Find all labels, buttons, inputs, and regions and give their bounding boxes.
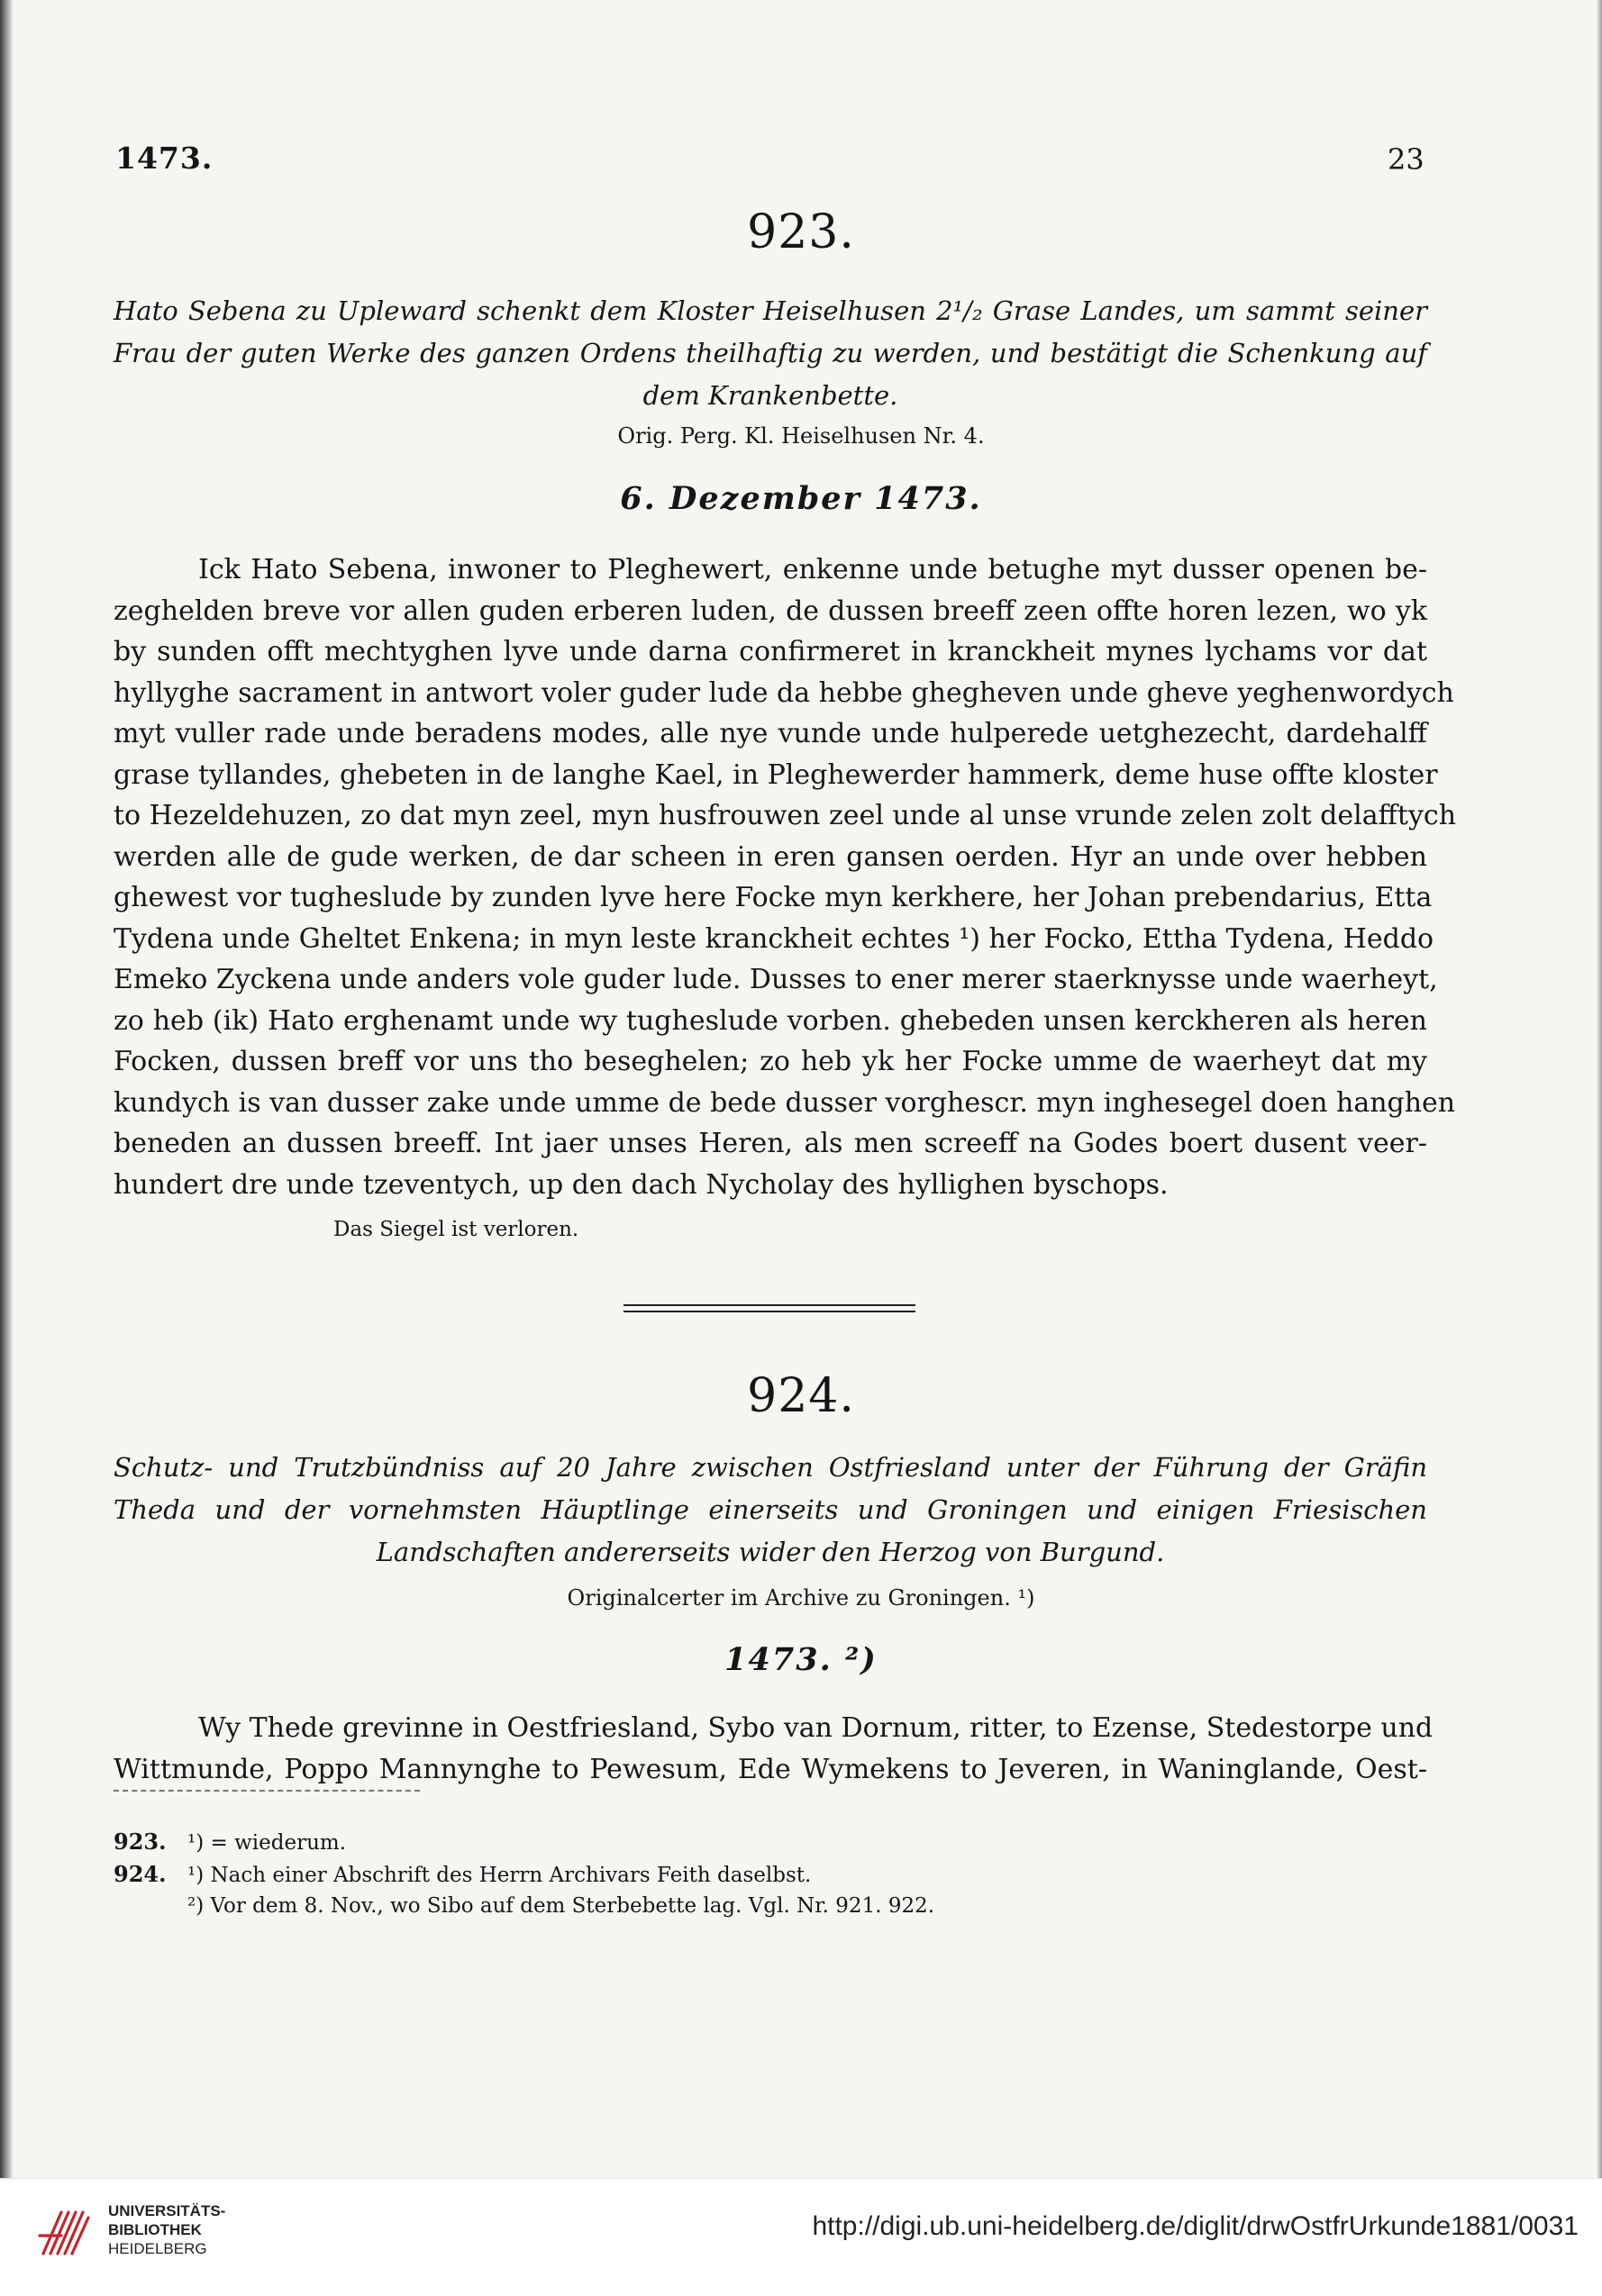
text-line: Ick Hato Sebena, inwoner to Pleghewert, enkenne unde betughe myt dusser openen be-: [198, 554, 1427, 585]
footnote-doc-number: 923.: [114, 1829, 167, 1855]
footnote-924-1: [114, 1861, 811, 1887]
footnote-doc-number: 924.: [114, 1861, 167, 1887]
page-number: 23: [1388, 142, 1425, 177]
library-name-line: UNIVERSITÄTS-: [108, 2202, 226, 2219]
permalink-url[interactable]: http://digi.ub.uni-heidelberg.de/diglit/drwOstfrUrkunde1881/0031: [812, 2211, 1579, 2241]
footnote-text: ¹) Nach einer Abschrift des Herrn Archivars Feith daselbst.: [187, 1864, 812, 1887]
text-line: ghewest vor tugheslude by zunden lyve here Focke myn kerkhere, her Johan prebendarius, Etta: [114, 882, 1433, 913]
text-line: by sunden offt mechtyghen lyve unde darna confirmeret in kranckheit mynes lychams vor dat: [114, 636, 1427, 667]
document-number-923: 923.: [747, 205, 855, 259]
scan-binding-edge: [0, 0, 13, 2178]
document-summary-923: Hato Sebena zu Upleward schenkt dem Kloster Heiselhusen 2¹/₂ Grase Landes, um sammt seiner Frau der guten Werke des ganzen Ordens theilhaftig zu werden, und bestätigt die Schenkung auf dem Krankenbette.: [114, 295, 1427, 411]
footnote-923-1: [114, 1829, 346, 1855]
text-line: hundert dre unde tzeventych, up den dach Nycholay des hyllighen byschops.: [114, 1168, 1169, 1201]
text-line: grase tyllandes, ghebeten in de langhe Kael, in Pleghewerder hammerk, deme huse offte kloster: [114, 758, 1438, 791]
document-date-923: 6. Dezember 1473.: [620, 480, 982, 517]
running-head-year: 1473.: [115, 141, 214, 176]
text-line: Tydena unde Gheltet Enkena; in myn leste kranckheit echtes ¹) her Focko, Ettha Tydena, Heddo: [114, 922, 1434, 955]
text-line: zeghelden breve vor allen guden erberen luden, de dussen breeff zeen offte horen lezen, wo yk: [114, 594, 1427, 627]
footnote-924-2: [114, 1894, 934, 1918]
text-line: werden alle de gude werken, de dar scheen in eren gansen oerden. Hyr an unde over hebben: [114, 840, 1427, 873]
library-name-line: HEIDELBERG: [108, 2240, 207, 2257]
section-divider: [624, 1304, 915, 1306]
text-line: kundych is van dusser zake unde umme de bede dusser vorghescr. myn inghesegel doen hanghen: [114, 1086, 1456, 1119]
document-number-924: 924.: [747, 1369, 855, 1423]
document-date-924: 1473. ²): [724, 1641, 878, 1678]
text-line: Focken, dussen breff vor uns tho beseghelen; zo heb yk her Focke umme de waerheyt dat my: [114, 1046, 1427, 1077]
library-name-line: BIBLIOTHEK: [108, 2221, 202, 2238]
text-line: myt vuller rade unde beradens modes, alle nye vunde unde hulperede uetghezecht, dardehalff: [114, 718, 1427, 749]
document-text-924: [114, 1708, 1434, 1790]
footnote-text: ¹) = wiederum.: [187, 1831, 347, 1855]
footnote-rule: [114, 1790, 420, 1792]
section-divider: [624, 1311, 915, 1312]
text-line: Wittmunde, Poppo Mannynghe to Pewesum, Ede Wymekens to Jeveren, in Waninglande, Oest-: [114, 1753, 1427, 1785]
text-line: Emeko Zyckena unde anders vole guder lude. Dusses to ener merer staerknysse unde waerheyt,: [114, 964, 1438, 995]
text-line: zo heb (ik) Hato erghenamt unde wy tugheslude vorben. ghebeden unsen kerckheren als heren: [114, 1004, 1427, 1037]
document-source-923: Orig. Perg. Kl. Heiselhusen Nr. 4.: [617, 423, 985, 449]
text-line: to Hezeldehuzen, zo dat myn zeel, myn husfrouwen zeel unde al unse vrunde zelen zolt delafftych: [114, 800, 1457, 831]
text-line: beneden an dussen breeff. Int jaer unses Heren, als men screeff na Godes boert dusent veer-: [114, 1128, 1427, 1159]
text-line: Wy Thede grevinne in Oestfriesland, Sybo van Dornum, ritter, to Ezense, Stedestorpe und: [198, 1712, 1434, 1744]
document-text-923: [114, 549, 1457, 1205]
scan-right-edge: [1597, 0, 1602, 2178]
text-line: hyllyghe sacrament in antwort voler guder lude da hebbe ghegheven unde gheve yeghenwordych: [114, 676, 1454, 709]
footnote-text: ²) Vor dem 8. Nov., wo Sibo auf dem Sterbebette lag. Vgl. Nr. 921. 922.: [187, 1894, 935, 1918]
document-summary-924: Schutz- und Trutzbündniss auf 20 Jahre zwischen Ostfriesland unter der Führung der Gräfin Theda und der vornehmsten Häuptlinge einerseits und Groningen und einigen Friesischen Landschaften andererseits wider den Herzog von Burgund.: [114, 1452, 1427, 1567]
seal-note: Das Siegel ist verloren.: [333, 1218, 579, 1241]
document-source-924: Originalcerter im Archive zu Groningen. ¹): [567, 1585, 1035, 1611]
